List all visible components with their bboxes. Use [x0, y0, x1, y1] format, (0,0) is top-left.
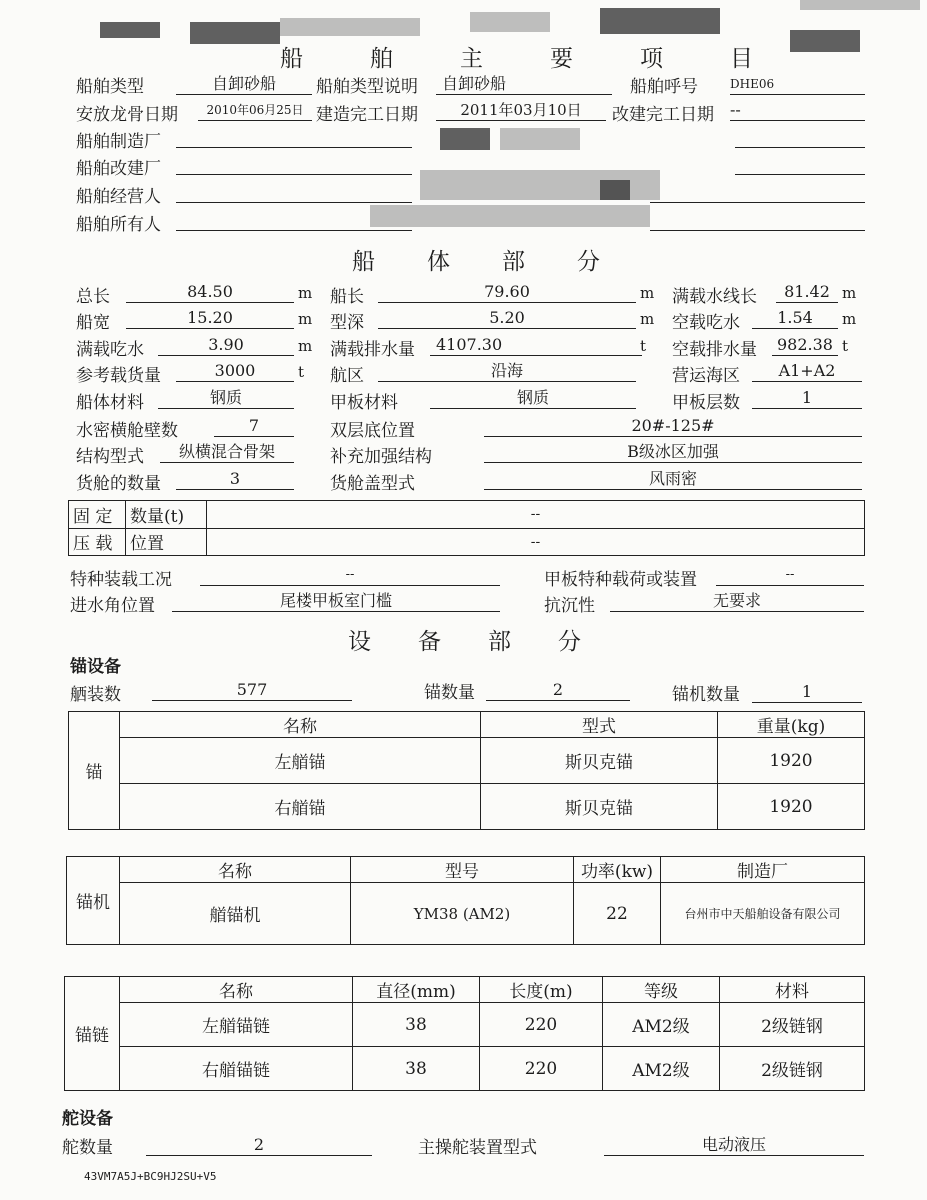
flooding-angle-label: 进水角位置	[70, 596, 155, 616]
ballast-pos-value: --	[207, 528, 865, 556]
anchor-row-2-weight: 1920	[718, 784, 865, 830]
light-draft-unit: m	[842, 310, 857, 328]
table-row	[65, 1047, 865, 1091]
anchor-row-2-name: 右艏锚	[120, 784, 481, 830]
chain-row-2-length: 220	[480, 1047, 603, 1091]
hull-section-title: 船 体 部 分	[352, 249, 602, 275]
redaction-blur	[190, 22, 280, 44]
depth-label: 型深	[330, 313, 364, 333]
redaction-blur	[600, 180, 630, 200]
equipment-section-title: 设 备 部 分	[348, 629, 583, 655]
full-disp-value: 4107.30	[430, 335, 642, 356]
redaction-blur	[600, 8, 720, 34]
fixed-ballast-table	[68, 500, 865, 556]
service-area-label: 营运海区	[672, 366, 740, 386]
rebuilder-line-right	[735, 154, 865, 175]
builder-label: 船舶制造厂	[76, 132, 161, 152]
ref-cargo-value: 3000	[176, 361, 294, 382]
lwl-label: 满载水线长	[672, 287, 757, 307]
breadth-unit: m	[298, 310, 313, 328]
full-draft-label: 满载吃水	[76, 340, 144, 360]
ballast-qty-value: --	[207, 501, 865, 529]
double-bottom-label: 双层底位置	[330, 421, 415, 441]
completed-date-value: 2011年03月10日	[436, 100, 606, 121]
outfit-number-value: 577	[152, 680, 352, 701]
light-disp-unit: t	[842, 337, 849, 355]
lwl-unit: m	[842, 284, 857, 302]
owner-line-right	[650, 210, 865, 231]
table-row	[69, 784, 865, 830]
loa-value: 84.50	[126, 282, 294, 303]
bulkheads-value: 7	[214, 416, 294, 437]
windlass-maker: 台州市中天船舶设备有限公司	[661, 883, 865, 945]
full-disp-label: 满载排水量	[330, 340, 415, 360]
completed-date-label: 建造完工日期	[316, 105, 418, 125]
anchor-row-2-type: 斯贝克锚	[481, 784, 718, 830]
lbp-value: 79.60	[378, 282, 636, 303]
ship-type-value: 自卸砂船	[176, 74, 312, 95]
light-draft-value: 1.54	[752, 308, 838, 329]
chain-row-1-diameter: 38	[353, 1003, 480, 1047]
windlass-header-name: 名称	[120, 857, 351, 883]
special-load-value: --	[200, 565, 500, 586]
flooding-angle-value: 尾楼甲板室门槛	[172, 591, 500, 612]
nav-area-label: 航区	[330, 366, 364, 386]
rebuilder-label: 船舶改建厂	[76, 159, 161, 179]
service-area-value: A1+A2	[752, 361, 862, 382]
type-desc-label: 船舶类型说明	[316, 77, 418, 97]
windlass-count-label: 锚机数量	[672, 685, 740, 705]
main-items-title: 船 舶 主 要 项 目	[280, 46, 755, 72]
loa-label: 总长	[76, 287, 110, 307]
light-disp-label: 空载排水量	[672, 340, 757, 360]
anchor-chain-table	[64, 976, 865, 1091]
redaction-blur	[370, 205, 650, 227]
redaction-blur	[470, 12, 550, 32]
deck-count-label: 甲板层数	[672, 393, 740, 413]
double-bottom-value: 20#-125#	[484, 416, 862, 437]
steering-gear-value: 电动液压	[604, 1135, 864, 1156]
redaction-blur	[790, 30, 860, 52]
lwl-value: 81.42	[776, 282, 838, 303]
operator-line	[176, 182, 412, 203]
holds-value: 3	[176, 469, 294, 490]
deck-material-value: 钢质	[430, 388, 636, 409]
windlass-table-side-label: 锚机	[67, 857, 120, 945]
unsinkable-value: 无要求	[610, 591, 864, 612]
rudder-count-label: 舵数量	[62, 1138, 113, 1158]
rudder-count-value: 2	[146, 1135, 372, 1156]
anchor-header-name: 名称	[120, 712, 481, 738]
steering-gear-label: 主操舵装置型式	[418, 1138, 537, 1158]
owner-label: 船舶所有人	[76, 215, 161, 235]
table-row	[69, 738, 865, 784]
ref-cargo-unit: t	[298, 363, 305, 381]
redaction-blur	[800, 0, 920, 10]
anchor-equipment-heading: 锚设备	[70, 657, 121, 677]
chain-header-material: 材料	[720, 977, 865, 1003]
chain-row-1-name: 左艏锚链	[120, 1003, 353, 1047]
depth-value: 5.20	[378, 308, 636, 329]
holds-label: 货舱的数量	[76, 474, 161, 494]
full-draft-unit: m	[298, 337, 313, 355]
deck-special-label: 甲板特种载荷或装置	[544, 570, 697, 590]
anchor-row-1-weight: 1920	[718, 738, 865, 784]
reinforce-label: 补充加强结构	[330, 447, 432, 467]
bulkheads-label: 水密横舱壁数	[76, 421, 178, 441]
lbp-unit: m	[640, 284, 655, 302]
chain-row-1-material: 2级链钢	[720, 1003, 865, 1047]
call-sign-label: 船舶呼号	[630, 77, 698, 97]
chain-row-2-name: 右艏锚链	[120, 1047, 353, 1091]
rebuild-date-value: --	[730, 100, 865, 121]
light-disp-value: 982.38	[772, 335, 838, 356]
deck-special-value: --	[716, 565, 864, 586]
nav-area-value: 沿海	[378, 361, 636, 382]
chain-row-1-grade: AM2级	[603, 1003, 720, 1047]
light-draft-label: 空载吃水	[672, 313, 740, 333]
anchor-row-1-name: 左艏锚	[120, 738, 481, 784]
table-row	[67, 883, 865, 945]
lbp-label: 船长	[330, 287, 364, 307]
operator-line-right	[650, 182, 865, 203]
full-draft-value: 3.90	[158, 335, 294, 356]
loa-unit: m	[298, 284, 313, 302]
ballast-pos-label: 位置	[126, 528, 207, 556]
chain-row-2-material: 2级链钢	[720, 1047, 865, 1091]
full-disp-unit: t	[640, 337, 647, 355]
redaction-blur	[440, 128, 490, 150]
deck-material-label: 甲板材料	[330, 393, 398, 413]
builder-line-right	[735, 127, 865, 148]
hull-material-label: 船体材料	[76, 393, 144, 413]
outfit-number-label: 舾装数	[70, 685, 121, 705]
ship-type-label: 船舶类型	[76, 77, 144, 97]
table-row	[65, 1003, 865, 1047]
builder-line	[176, 127, 412, 148]
windlass-power: 22	[574, 883, 661, 945]
chain-row-2-diameter: 38	[353, 1047, 480, 1091]
rebuild-date-label: 改建完工日期	[612, 105, 714, 125]
framing-label: 结构型式	[76, 447, 144, 467]
windlass-name: 艏锚机	[120, 883, 351, 945]
ballast-label-1: 固 定	[69, 501, 126, 529]
hatch-label: 货舱盖型式	[330, 474, 415, 494]
anchor-count-value: 2	[486, 680, 630, 701]
type-desc-value: 自卸砂船	[436, 74, 612, 95]
chain-header-name: 名称	[120, 977, 353, 1003]
hatch-value: 风雨密	[484, 469, 862, 490]
anchor-table-side-label: 锚	[69, 712, 120, 830]
windlass-header-power: 功率(kw)	[574, 857, 661, 883]
redaction-blur	[500, 128, 580, 150]
deck-count-value: 1	[752, 388, 862, 409]
chain-header-diameter: 直径(mm)	[353, 977, 480, 1003]
special-load-label: 特种装载工况	[70, 570, 172, 590]
windlass-header-model: 型号	[351, 857, 574, 883]
breadth-value: 15.20	[126, 308, 294, 329]
chain-header-length: 长度(m)	[480, 977, 603, 1003]
redaction-blur	[280, 18, 420, 36]
document-code: 43VM7A5J+BC9HJ2SU+V5	[84, 1170, 217, 1183]
redaction-blur	[100, 22, 160, 38]
chain-header-grade: 等级	[603, 977, 720, 1003]
hull-material-value: 钢质	[158, 388, 294, 409]
keel-date-value: 2010年06月25日	[198, 100, 312, 121]
anchor-table	[68, 711, 865, 830]
rudder-equipment-heading: 舵设备	[62, 1109, 113, 1129]
ref-cargo-label: 参考载货量	[76, 366, 161, 386]
breadth-label: 船宽	[76, 313, 110, 333]
rebuilder-line	[176, 154, 412, 175]
unsinkable-label: 抗沉性	[544, 596, 595, 616]
call-sign-value: DHE06	[730, 74, 865, 95]
windlass-model: YM38 (AM2)	[351, 883, 574, 945]
windlass-count-value: 1	[752, 682, 862, 703]
anchor-header-weight: 重量(kg)	[718, 712, 865, 738]
framing-value: 纵横混合骨架	[160, 442, 294, 463]
keel-date-label: 安放龙骨日期	[76, 105, 178, 125]
anchor-row-1-type: 斯贝克锚	[481, 738, 718, 784]
ballast-qty-label: 数量(t)	[126, 501, 207, 529]
chain-row-2-grade: AM2级	[603, 1047, 720, 1091]
depth-unit: m	[640, 310, 655, 328]
windlass-header-maker: 制造厂	[661, 857, 865, 883]
anchor-count-label: 锚数量	[424, 683, 475, 703]
chain-table-side-label: 锚链	[65, 977, 120, 1091]
anchor-header-type: 型式	[481, 712, 718, 738]
ballast-label-2: 压 载	[69, 528, 126, 556]
chain-row-1-length: 220	[480, 1003, 603, 1047]
owner-line	[176, 210, 412, 231]
windlass-table	[66, 856, 865, 945]
operator-label: 船舶经营人	[76, 187, 161, 207]
reinforce-value: B级冰区加强	[484, 442, 862, 463]
